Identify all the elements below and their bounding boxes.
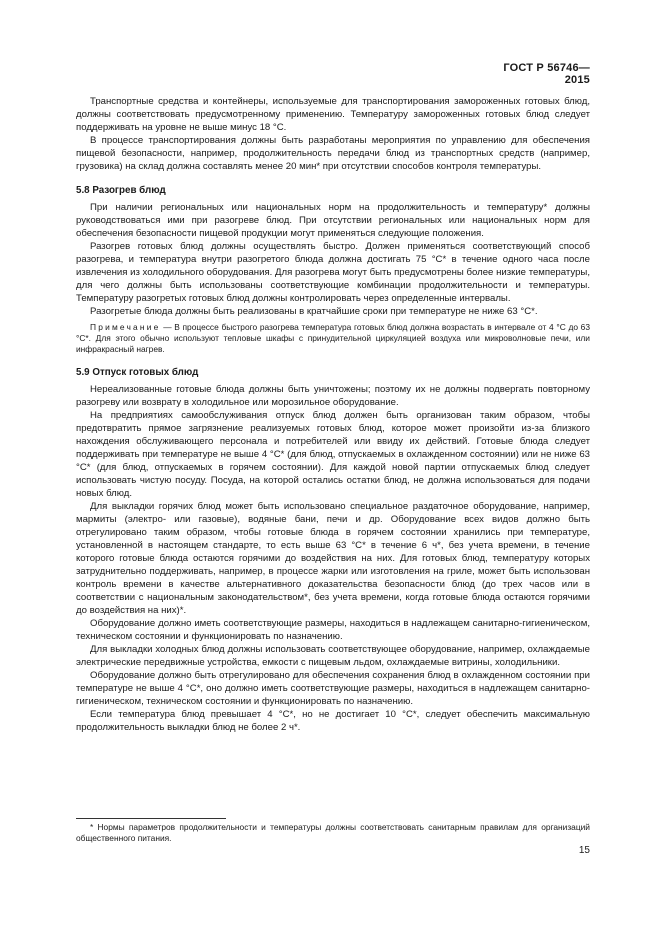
paragraph: На предприятиях самообслуживания отпуск блюд должен быть организован таким образом, чтобы предотвратить прямое загрязнение реализуемых готовых блюд, которое может произойти из-за близкого нахождения обслуживающего персонала и потребителей или ввиду их действий. Готовые блюда следует поддерживать при температуре не выше 4 °С* (для блюд, отпускаемых в охлажденном состоянии) или не ниже 63 °С* (для блюд, отпускаемых в горячем состоянии). Для каждой новой партии отпускаемых блюд следует использовать чистую посуду. Посуда, на которой остались остатки блюд, не должна использоваться для подачи новых блюд.: [76, 410, 590, 499]
paragraph: Оборудование должно быть отрегулировано для обеспечения сохранения блюд в охлажденном состоянии при температуре не выше 4 °С*, оно должно иметь соответствующие размеры, находиться в надлежащем санитарно-гигиеническом, техническом состоянии и функционировать по назначению.: [76, 670, 590, 707]
page-number: 15: [578, 845, 590, 856]
note: [76, 322, 590, 355]
section-heading-5-8: 5.8 Разогрев блюд: [76, 185, 166, 196]
footnote: * Нормы параметров продолжительности и температуры должны соответствовать санитарным правилам для организаций общественного питания.: [76, 822, 590, 843]
standard-header: ГОСТ Р 56746—2015: [503, 62, 590, 86]
paragraph: Нереализованные готовые блюда должны быть уничтожены; поэтому их не должны подвергать повторному разогреву или возврату в холодильное или морозильное оборудование.: [76, 384, 590, 408]
paragraph: Разогрев готовых блюд должны осуществлять быстро. Должен применяться соответствующий способ разогрева, и температура внутри разогретого блюда должна достигать 75 °С* в течение одного часа после извлечения из холодильного оборудования. Для разогрева могут быть предусмотрены более низкие температуры, для чего должны быть использованы соответствующие комбинации продолжительности и температуры. Температуру разогретых готовых блюд должны контролировать через определенные интервалы.: [76, 241, 590, 304]
paragraph: Для выкладки горячих блюд может быть использовано специальное раздаточное оборудование, например, мармиты (электро- или газовые), водяные бани, печи и др. Оборудование всех видов должно быть отрегулировано таким образом, чтобы готовые блюда в горячем состоянии хранились при температуре, установленной в настоящем стандарте, то есть выше 63 °С* в течение 6 ч*, без учета времени, в течение которого готовые блюда остаются горячими до воздействия на них. Для готовых блюд, температуру которых затруднительно поддерживать, например, в процессе жарки или изготовления на гриле, может быть использован контроль времени в качестве альтернативного доказательства безопасности блюд (до трех часов или в соответствии с национальным законодательством*, без учета времени, когда готовые блюда остаются горячими до воздействия на них)*.: [76, 501, 590, 616]
note-text: — В процессе быстрого разогрева температура готовых блюд должна возрастать в интервале от 4 °С до 63 °С*. Для этого обычно используют тепловые шкафы с принудительной циркуляцией воздуха или микроволновые печи, или инфракрасный нагрев.: [76, 322, 591, 354]
paragraph: Оборудование должно иметь соответствующие размеры, находиться в надлежащем санитарно-гигиеническом, техническом состоянии и функционировать по назначению.: [76, 618, 590, 642]
paragraph: Если температура блюд превышает 4 °С*, но не достигает 10 °С*, следует обеспечить максимальную продолжительность выкладки блюд не более 2 ч*.: [76, 709, 590, 733]
section-heading-5-9: 5.9 Отпуск готовых блюд: [76, 367, 199, 378]
paragraph: Для выкладки холодных блюд должны использовать соответствующее оборудование, например, охлаждаемые электрические передвижные устройства, емкости с пищевым льдом, охлаждаемые витрины, холодильники.: [76, 644, 590, 668]
note-label: Примечание: [90, 322, 161, 332]
footnote-divider: [76, 818, 226, 819]
page-content: [76, 95, 590, 734]
paragraph: Транспортные средства и контейнеры, используемые для транспортирования замороженных готовых блюд, должны соответствовать предусмотренному применению. Температуру замороженных готовых блюд следует поддерживать на уровне не выше минус 18 °С.: [76, 96, 590, 133]
paragraph: В процессе транспортирования должны быть разработаны мероприятия по управлению для обеспечения пищевой безопасности, например, продолжительность передачи блюд из транспортных средств (например, грузовика) на склад должна составлять менее 20 мин* при отсутствии способов контроля температуры.: [76, 135, 590, 172]
paragraph: При наличии региональных или национальных норм на продолжительность и температуру* должны руководствоваться ими при разогреве блюд. При отсутствии региональных или национальных норм для обеспечения безопасности пищевой продукции могут применяться следующие положения.: [76, 202, 590, 239]
paragraph: Разогретые блюда должны быть реализованы в кратчайшие сроки при температуре не ниже 63 °С*.: [90, 306, 538, 317]
